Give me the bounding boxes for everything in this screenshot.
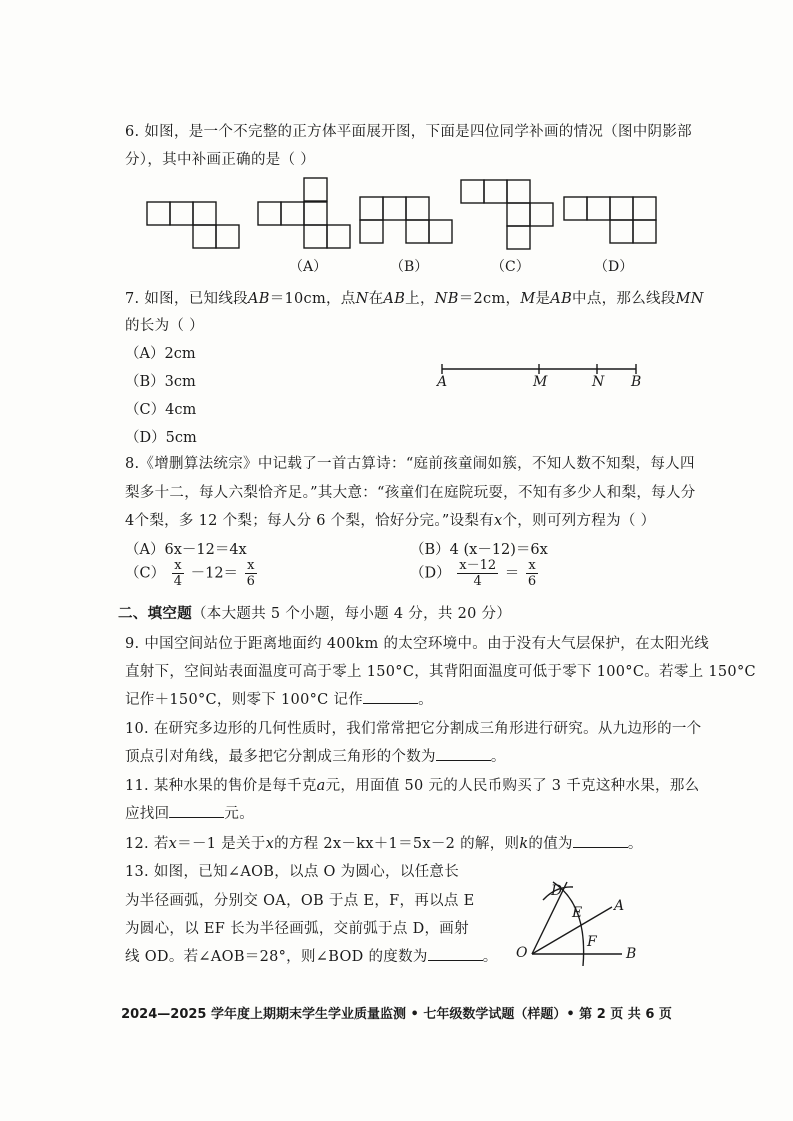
q13-point-b: B — [626, 946, 637, 962]
q7-point-n: N — [592, 374, 605, 390]
q7-option-c: （C）4cm — [125, 402, 197, 418]
q6-option-a: （A） — [289, 259, 328, 275]
q8-line2: 梨多十二，每人六梨恰齐足。”其大意：“孩童们在庭院玩耍，不知有多少人和梨，每人分 — [125, 485, 696, 501]
q13-line2: 为半径画弧，分别交 OA，OB 于点 E，F，再以点 E — [125, 893, 475, 909]
q11-line2: 应找回 元。 — [125, 806, 255, 822]
q13-line4: 线 OD。若∠AOB＝28°，则∠BOD 的度数为 。 — [125, 949, 498, 965]
q9-line3: 记作＋150°C，则零下 100°C 记作 。 — [125, 692, 433, 708]
q8-option-d: （D） $\frac{x-12}{4}$ ＝ $\frac{x}{6}$ — [410, 558, 537, 589]
q12-line: 12. 若x＝－1 是关于x的方程 2x－kx＋1＝5x－2 的解，则k的值为 。 — [125, 836, 643, 852]
fraction: $\frac{x}{6}$ — [527, 558, 537, 589]
q7-line2: 的长为（ ） — [125, 318, 204, 334]
page-footer: 2024—2025 学年度上期期末学生学业质量监测 • 七年级数学试题（样题）• 第 2 页 共 6 页 — [121, 1007, 672, 1022]
q6-option-c: （C） — [491, 259, 530, 275]
q8-option-b: （B）4 (x－12)＝6x — [410, 542, 548, 558]
q7-line1: 7. 如图，已知线段AB＝10cm，点N在AB上，NB＝2cm，M是AB中点，那么线段MN — [125, 291, 704, 307]
q13-line1: 13. 如图，已知∠AOB，以点 O 为圆心，以任意长 — [125, 864, 460, 880]
q13-point-a: A — [614, 898, 625, 914]
q13-point-e: E — [572, 905, 583, 921]
q9-line1: 9. 中国空间站位于距离地面约 400km 的太空环境中。由于没有大气层保护，在太阳光线 — [125, 636, 710, 652]
q13-point-f: F — [587, 934, 597, 950]
answer-blank[interactable] — [428, 948, 483, 961]
q13-point-d: D — [551, 883, 563, 899]
q13-line3: 为圆心，以 EF 长为半径画弧，交前弧于点 D，画射 — [125, 921, 469, 937]
q6-line1: 6. 如图，是一个不完整的正方体平面展开图，下面是四位同学补画的情况（图中阴影部 — [125, 124, 692, 140]
q8-line1: 8.《增删算法统宗》中记载了一首古算诗：“庭前孩童闹如簇，不知人数不知梨，每人四 — [125, 456, 695, 472]
q7-point-b: B — [631, 374, 642, 390]
q10-line1: 10. 在研究多边形的几何性质时，我们常常把它分割成三角形进行研究。从九边形的一个 — [125, 721, 702, 737]
answer-blank[interactable] — [363, 691, 418, 704]
q8-option-a: （A）6x－12＝4x — [125, 542, 247, 558]
q7-point-a: A — [437, 374, 448, 390]
fraction: $\frac{x}{4}$ — [173, 558, 182, 589]
fraction: $\frac{x}{6}$ — [246, 558, 255, 589]
answer-blank[interactable] — [169, 805, 224, 818]
q13-point-o: O — [516, 945, 528, 961]
q6-option-d: （D） — [594, 259, 634, 275]
q7-point-m: M — [533, 374, 548, 390]
answer-blank[interactable] — [573, 835, 628, 848]
q10-line2: 顶点引对角线，最多把它分割成三角形的个数为 。 — [125, 749, 506, 765]
q7-option-d: （D）5cm — [125, 430, 197, 446]
q8-line3: 4个梨，多 12 个梨；每人分 6 个梨，恰好分完。”设梨有x个，则可列方程为（ ） — [125, 513, 656, 529]
q9-line2: 直射下，空间站表面温度可高于零上 150°C，其背阳面温度可低于零下 100°C。若零上 150°C — [125, 664, 756, 680]
q6-line2: 分），其中补画正确的是（ ） — [125, 152, 316, 168]
q11-line1: 11. 某种水果的售价是每千克a元，用面值 50 元的人民币购买了 3 千克这种水果，那么 — [125, 778, 700, 794]
q7-option-a: （A）2cm — [125, 346, 196, 362]
q7-option-b: （B）3cm — [125, 374, 196, 390]
fraction: $\frac{x-12}{4}$ — [459, 558, 497, 589]
answer-blank[interactable] — [436, 748, 491, 761]
q8-option-c: （C） $\frac{x}{4}$ －12＝ $\frac{x}{6}$ — [125, 558, 255, 589]
section-heading: 二、填空题（本大题共 5 个小题，每小题 4 分，共 20 分） — [118, 606, 512, 622]
q6-option-b: （B） — [390, 259, 429, 275]
